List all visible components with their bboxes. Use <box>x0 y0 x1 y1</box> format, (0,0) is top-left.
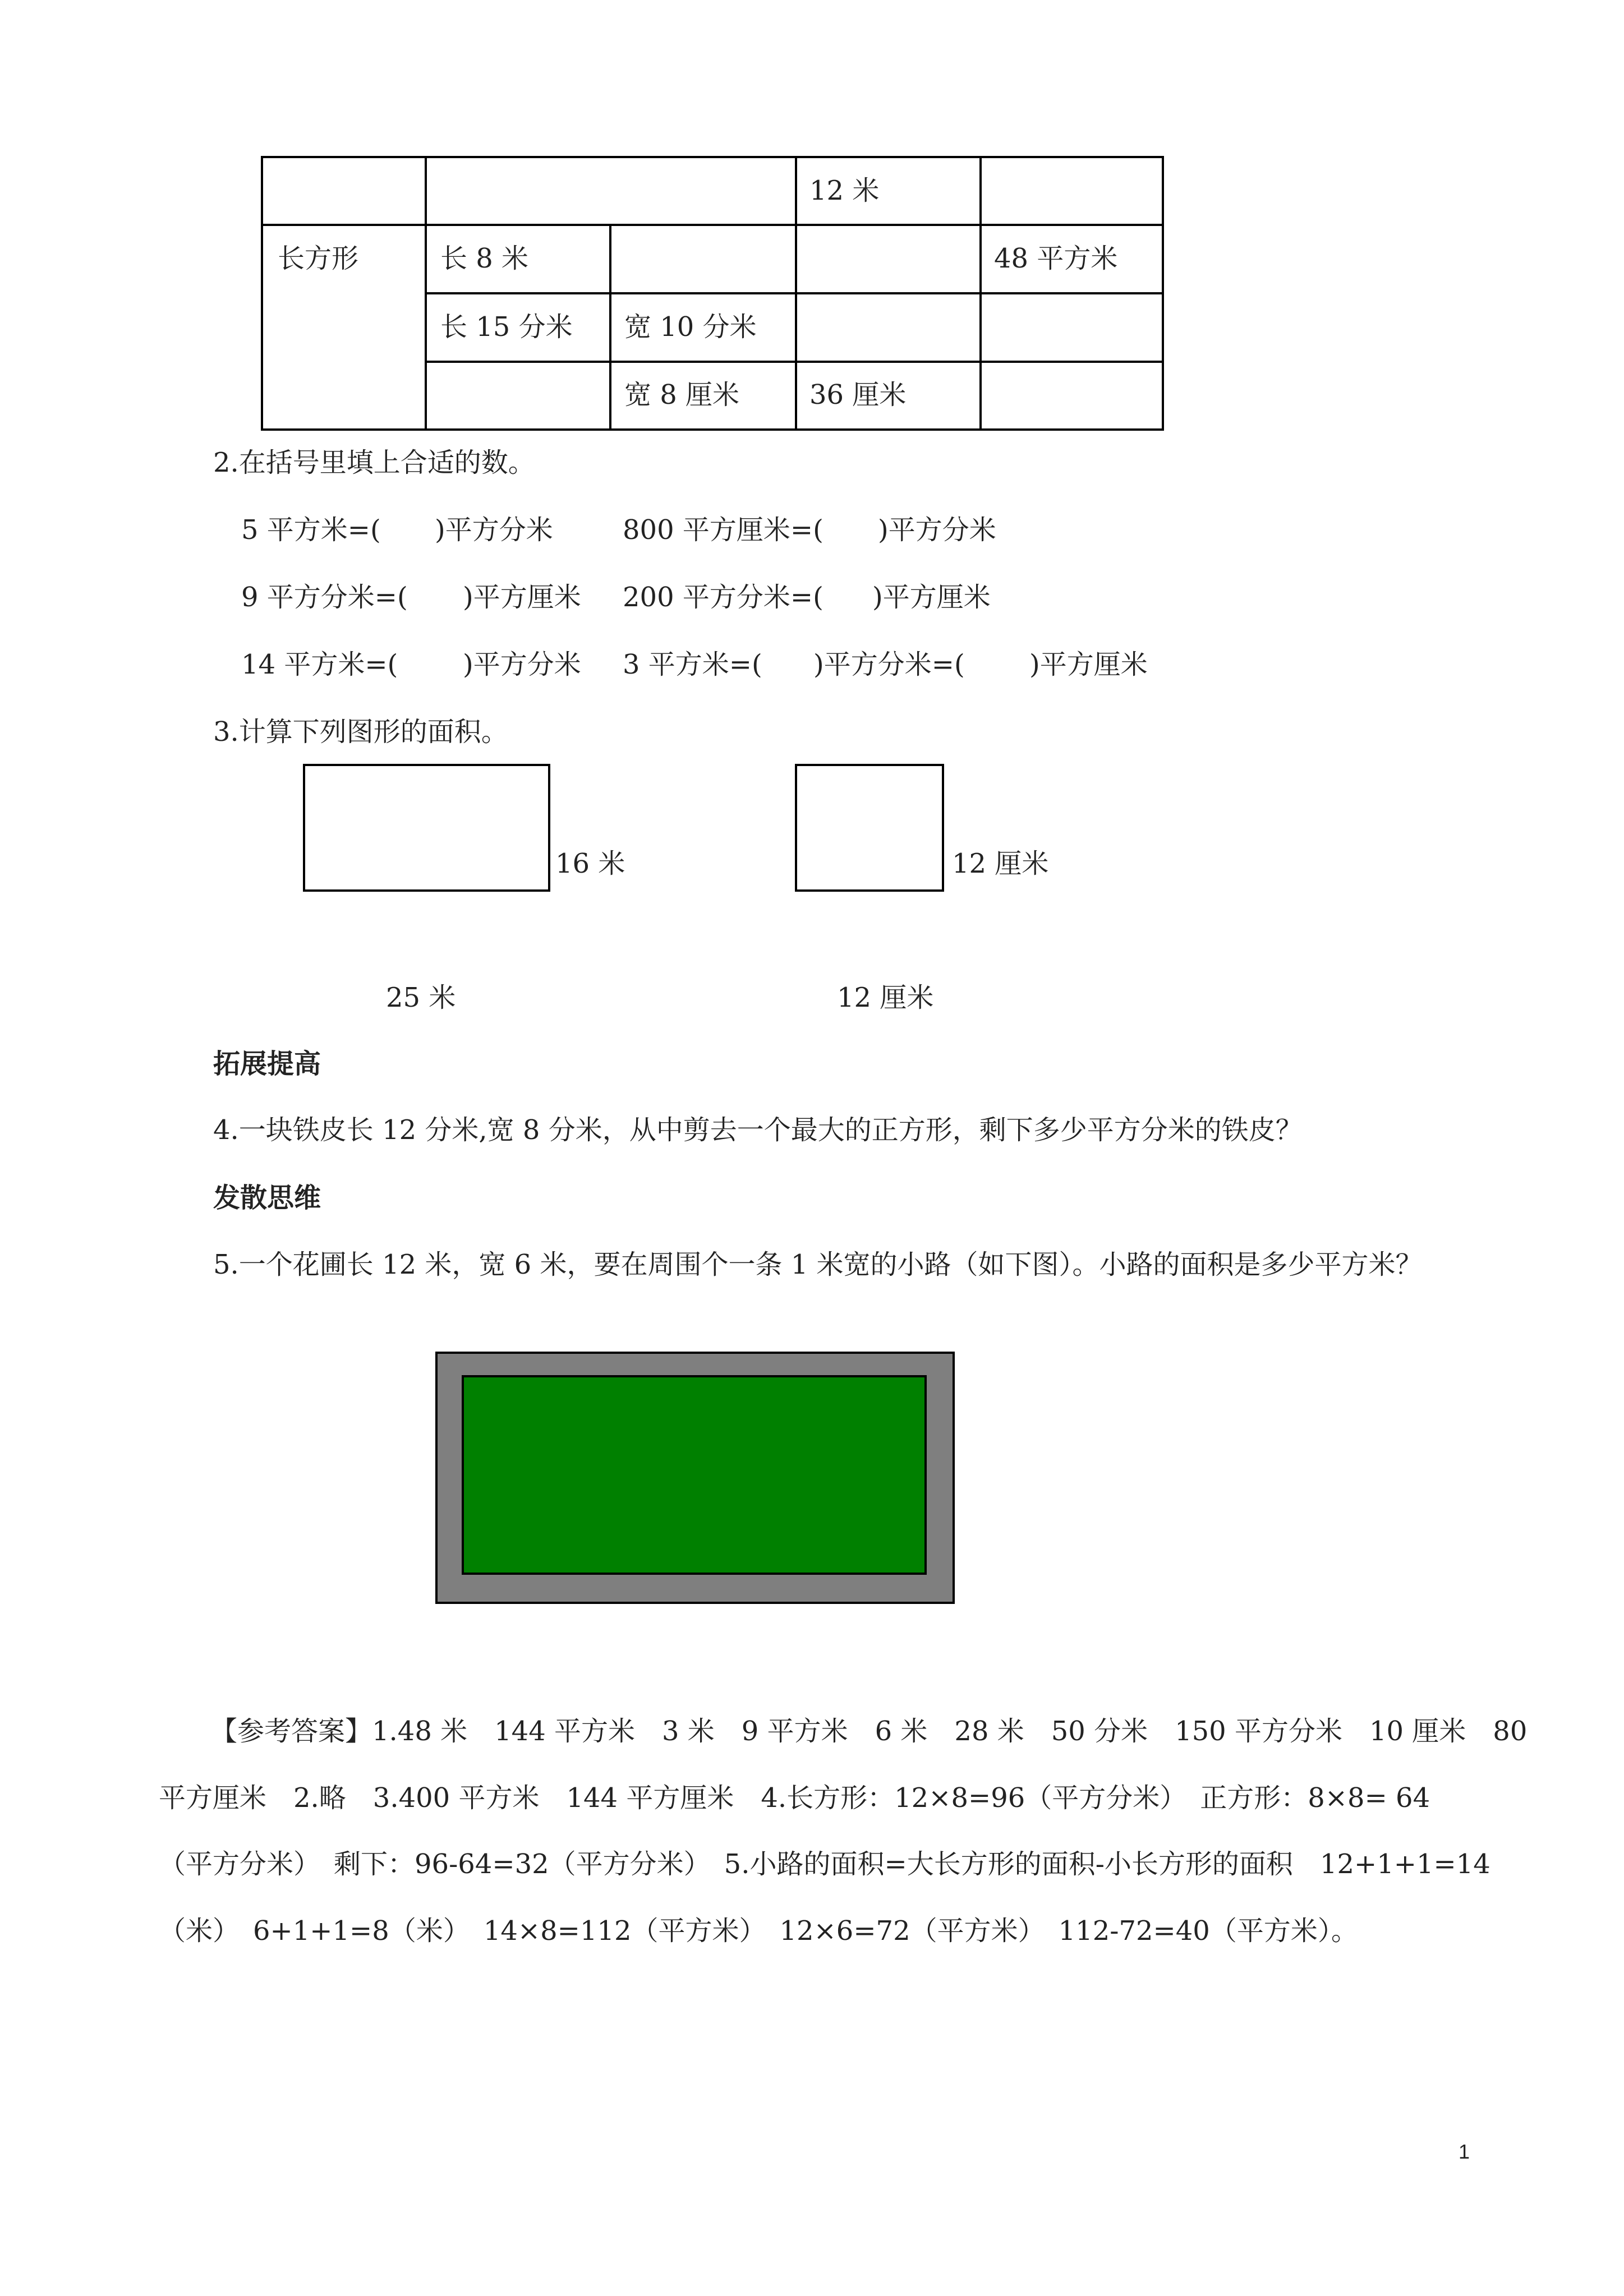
square-width-label: 12 厘米 <box>837 982 934 1013</box>
table-rule <box>261 428 1164 431</box>
q2-item: 3 平方米=( <box>623 649 762 680</box>
q2-item: 14 平方米=( <box>241 649 398 680</box>
answers-line: 平方厘米 2.略 3.400 平方米 144 平方厘米 4.长方形：12×8=96（平方分米） 正方形：8×8= 64 <box>159 1782 1430 1814</box>
square-height-label: 12 厘米 <box>952 848 1049 879</box>
section-heading-divergent: 发散思维 <box>213 1182 321 1214</box>
q2-item: 200 平方分米=( <box>623 582 823 613</box>
garden-inner-rectangle <box>462 1375 927 1575</box>
table-rule <box>979 156 982 431</box>
answers-line: 【参考答案】1.48 米 144 平方米 3 米 9 平方米 6 米 28 米 50 分米 150 平方分米 10 厘米 80 <box>210 1716 1528 1747</box>
table-cell: 长 15 分米 <box>440 311 573 343</box>
q2-item: )平方厘米 <box>1029 649 1148 680</box>
table-rule <box>795 156 797 431</box>
table-rule <box>261 156 263 431</box>
q2-item: )平方分米 <box>878 514 996 546</box>
table-cell: 36 厘米 <box>809 379 907 411</box>
q2-item: 9 平方分米=( <box>241 582 408 613</box>
table-cell: 宽 8 厘米 <box>624 379 740 411</box>
table-rule <box>261 156 1164 158</box>
table-rule <box>261 224 1164 226</box>
table-cell: 长方形 <box>278 243 359 274</box>
question-3-title: 3.计算下列图形的面积。 <box>213 716 508 748</box>
q2-item: )平方厘米 <box>463 582 581 613</box>
question-5: 5.一个花圃长 12 米，宽 6 米，要在周围个一条 1 米宽的小路（如下图）。小路的面积是多少平方米？ <box>213 1249 1423 1280</box>
table-rule <box>425 156 427 431</box>
question-4: 4.一块铁皮长 12 分米,宽 8 分米，从中剪去一个最大的正方形，剩下多少平方分米的铁皮？ <box>213 1114 1303 1146</box>
q2-item: )平方分米 <box>463 649 581 680</box>
page-number: 1 <box>1459 2140 1470 2163</box>
table-rule <box>425 361 1164 363</box>
rectangle-width-label: 25 米 <box>386 982 456 1013</box>
q2-item: 800 平方厘米=( <box>623 514 823 546</box>
table-cell: 长 8 米 <box>440 243 529 274</box>
rectangle-height-label: 16 米 <box>555 848 625 879</box>
square-figure <box>795 764 944 892</box>
q2-item: )平方厘米 <box>872 582 991 613</box>
q2-item: 5 平方米=( <box>241 514 381 546</box>
section-heading-extend: 拓展提高 <box>213 1048 321 1080</box>
answers-line: （米） 6+1+1=8（米） 14×8=112（平方米） 12×6=72（平方米） 112-72=40（平方米）。 <box>159 1915 1358 1947</box>
q2-item: )平方分米=( <box>813 649 965 680</box>
table-cell: 12 米 <box>809 175 880 206</box>
table-rule <box>425 292 1164 294</box>
q2-item: )平方分米 <box>435 514 553 546</box>
answers-line: （平方分米） 剩下：96-64=32（平方分米） 5.小路的面积=大长方形的面积-小长方形的面积 12+1+1=14 <box>159 1848 1490 1880</box>
question-2-title: 2.在括号里填上合适的数。 <box>213 447 535 478</box>
table-rule <box>609 224 611 431</box>
table-cell: 48 平方米 <box>994 243 1118 274</box>
rectangle-figure <box>303 764 550 892</box>
table-cell: 宽 10 分米 <box>624 311 757 343</box>
table-rule <box>1162 156 1164 431</box>
